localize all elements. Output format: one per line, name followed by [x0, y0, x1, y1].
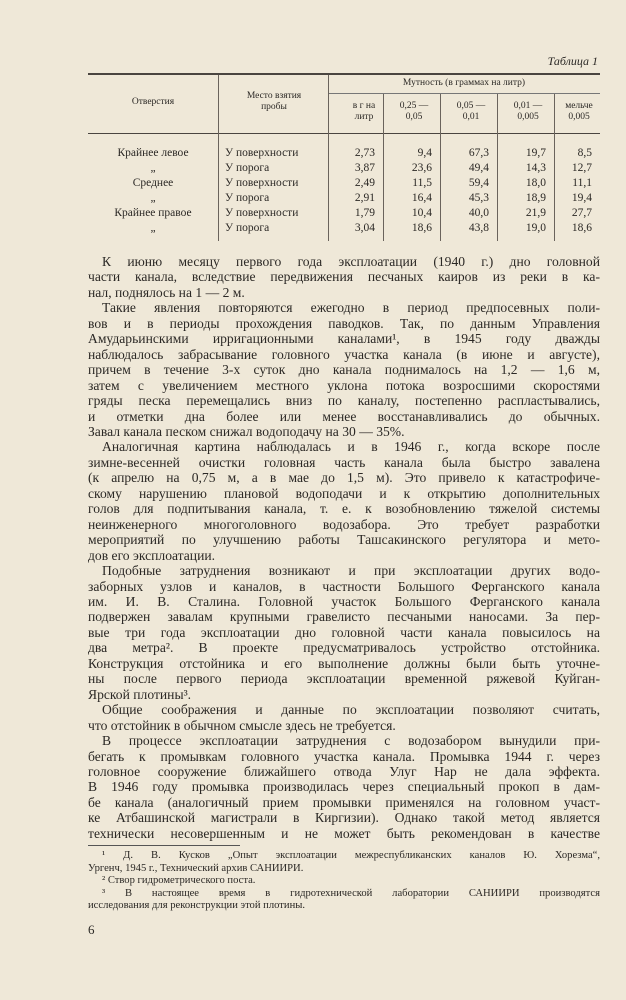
- text-line: затем с увеличением местного уклона потока возросшими скоростями: [88, 377, 600, 393]
- cell-value: 18,6: [411, 222, 432, 234]
- paragraph: [88, 254, 600, 300]
- group-header-rule: [328, 93, 600, 94]
- paragraph: [88, 563, 600, 702]
- cell-value: 23,6: [411, 162, 432, 174]
- text-line: нал, поднялось на 1 — 2 м.: [88, 284, 245, 300]
- cell-place: У поверхности: [225, 177, 299, 189]
- cell-place: У поверхности: [225, 207, 299, 219]
- body-text: [88, 254, 600, 841]
- paragraph: [88, 439, 600, 563]
- cell-hole: „: [150, 162, 156, 174]
- text-line: Такие явления повторяются ежегодно в период предпосевных поли-: [102, 300, 600, 316]
- header-sub-finer: мельче 0,005: [565, 101, 593, 122]
- cell-hole: „: [150, 222, 156, 234]
- cell-value: 21,9: [525, 207, 546, 219]
- cell-value: 1,79: [354, 207, 375, 219]
- footnote-line: ³ В настоящее время в гидротехнической лаборатории САНИИРИ производятся: [102, 887, 600, 899]
- header-holes: Отверстия: [131, 97, 175, 107]
- text-line: бегать к промывкам головного участка канала. Промывка 1944 г. через: [88, 748, 600, 764]
- cell-value: 3,04: [354, 222, 375, 234]
- cell-value: 19,7: [525, 147, 546, 159]
- text-line: Завал канала песком снижал водоподачу на 30 — 35%.: [88, 423, 405, 439]
- footnote: [88, 875, 600, 888]
- header-sub-005: 0,05 — 0,01: [456, 101, 486, 122]
- cell-value: 18,0: [525, 177, 546, 189]
- cell-value: 8,5: [577, 147, 592, 159]
- text-line: им. И. В. Сталина. Головной участок Большого Ферганского канала: [88, 593, 600, 609]
- cell-hole: Крайнее правое: [114, 207, 192, 219]
- text-line: что отстойник в обычном смысле здесь не требуется.: [88, 717, 396, 733]
- cell-value: 2,91: [354, 192, 375, 204]
- paragraph: [88, 300, 600, 439]
- text-line: заборных узлов и каналов, в частности Большого Ферганского канала: [88, 578, 600, 594]
- cell-hole: Среднее: [132, 177, 174, 189]
- text-line: Аналогичная картина наблюдалась и в 1946 г., когда вскоре после: [102, 439, 600, 455]
- text-line: зимне-весенней очистки головная часть канала была быстро завалена: [88, 454, 600, 470]
- footnote-line: исследования для реконструкции этой плотины.: [88, 900, 306, 912]
- cell-value: 49,4: [468, 162, 489, 174]
- text-line: части канала, вследствие передвижения песчаных каиров из реки в ка-: [88, 269, 600, 285]
- cell-value: 59,4: [468, 177, 489, 189]
- column-divider: [218, 75, 219, 241]
- cell-value: 12,7: [571, 162, 592, 174]
- cell-place: У порога: [225, 162, 270, 174]
- cell-value: 43,8: [468, 222, 489, 234]
- cell-value: 18,9: [525, 192, 546, 204]
- text-line: неинженерного многоголовного водозабора. Это требует разработки: [88, 516, 600, 532]
- text-line: ны после первого периода эксплоатации временной ряжевой Куйган-: [88, 671, 600, 687]
- paragraph: [88, 702, 600, 733]
- footnote-line: ¹ Д. В. Кусков „Опыт эксплоатации межреспубликанских каналов Ю. Хорезма“,: [102, 850, 600, 861]
- footnote: [88, 888, 600, 913]
- footnote-line: ² Створ гидрометрического поста.: [102, 875, 256, 887]
- cell-value: 27,7: [571, 207, 592, 219]
- cell-value: 11,5: [412, 177, 432, 189]
- footnotes: [88, 850, 600, 913]
- text-line: вов и в периоды прохождения паводков. Так, по данным Управления: [88, 315, 600, 331]
- cell-place: У поверхности: [225, 147, 299, 159]
- cell-hole: Крайнее левое: [117, 147, 189, 159]
- table-top-rule: [88, 73, 600, 75]
- cell-value: 19,4: [571, 192, 592, 204]
- text-line: мероприятий по улучшению работы Ташсакинского регулятора и мето-: [88, 532, 600, 548]
- text-line: гряды песка перемещались вниз по каналу, постепенно распластывались,: [88, 393, 600, 409]
- page-number: 6: [88, 922, 95, 937]
- text-line: ке Атбашинской магистрали в Киргизии). Однако такой метод является: [88, 810, 600, 826]
- paragraph: [88, 733, 600, 841]
- text-line: В процессе эксплоатации затруднения с водозабором вынудили при-: [102, 733, 600, 749]
- text-line: Подобные затруднения возникают и при эксплоатации других водо-: [102, 563, 600, 579]
- header-sub-025: 0,25 — 0,05: [399, 101, 429, 122]
- text-line: голов для подпитывания канала, т. е. к возобновлению тяжелой системы: [88, 501, 600, 517]
- text-line: два метра². В проекте предусматривалось устройство отстойника.: [88, 640, 600, 656]
- footnote-rule: [88, 845, 240, 846]
- header-sub-total: в г на литр: [352, 101, 376, 122]
- text-line: наблюдалось забрасывание головного участка канала (в июне и августе),: [88, 346, 600, 362]
- table-caption: Таблица 1: [547, 54, 598, 68]
- cell-hole: „: [150, 192, 156, 204]
- cell-value: 2,49: [354, 177, 375, 189]
- text-line: Амударьинскими ирригационными каналами¹, в 1945 году дважды: [88, 331, 600, 347]
- turbidity-table: [88, 73, 600, 241]
- text-line: (к апрелю на 0,75 м, а в мае до 1,5 м). Это привело к катастрофиче-: [88, 470, 600, 486]
- cell-place: У порога: [225, 192, 270, 204]
- cell-value: 19,0: [525, 222, 546, 234]
- text-line: и отметки дна более или менее восстанавливались до обычных.: [88, 408, 600, 424]
- text-line: подвержен завалам крупными гравелисто песчаными наносами. За пер-: [88, 609, 600, 625]
- text-line: К июню месяцу первого года эксплоатации (1940 г.) дно головной: [102, 254, 600, 269]
- cell-value: 16,4: [411, 192, 432, 204]
- text-line: Общие соображения и данные по эксплоатации позволяют считать,: [102, 702, 600, 718]
- text-line: Ярской плотины³.: [88, 686, 192, 702]
- cell-value: 18,6: [571, 222, 592, 234]
- footnote-line: Ургенч, 1945 г., Технический архив САНИИРИ.: [88, 862, 304, 874]
- cell-value: 14,3: [525, 162, 546, 174]
- text-line: вые три года эксплоатации дно головной части канала повысилось на: [88, 624, 600, 640]
- text-line: технически несовершенным и не может быть рекомендован в качестве: [88, 825, 600, 841]
- cell-value: 9,4: [417, 147, 432, 159]
- text-line: дов его эксплоатации.: [88, 547, 216, 563]
- cell-value: 3,87: [354, 162, 375, 174]
- cell-value: 67,3: [468, 147, 489, 159]
- cell-value: 2,73: [354, 147, 375, 159]
- cell-value: 40,0: [468, 207, 489, 219]
- cell-value: 11,1: [572, 177, 592, 189]
- cell-value: 45,3: [468, 192, 489, 204]
- header-turbidity: Мутность (в граммах на литр): [402, 78, 526, 88]
- text-line: скому нарушению плановой водоподачи и к открытию дополнительных: [88, 485, 600, 501]
- text-line: головное сооружение ближайшего отвода Улуг Нар не дала эффекта.: [88, 763, 600, 779]
- header-bottom-rule: [88, 133, 600, 134]
- header-sample-place: Место взятия пробы: [246, 91, 302, 112]
- text-line: бе канала (аналогичный прием промывки применялся на головном участ-: [88, 794, 600, 810]
- footnote: [88, 850, 600, 875]
- text-line: причем в течение 3-х суток дно канала поднималось на 1,2 — 1,6 м,: [88, 362, 600, 378]
- text-line: В 1946 году промывка производилась через специальный прокоп в дам-: [88, 779, 600, 795]
- cell-place: У порога: [225, 222, 270, 234]
- cell-value: 10,4: [411, 207, 432, 219]
- text-line: Конструкция отстойника и его выполнение должны были быть уточне-: [88, 655, 600, 671]
- header-sub-001: 0,01 — 0,005: [513, 101, 543, 122]
